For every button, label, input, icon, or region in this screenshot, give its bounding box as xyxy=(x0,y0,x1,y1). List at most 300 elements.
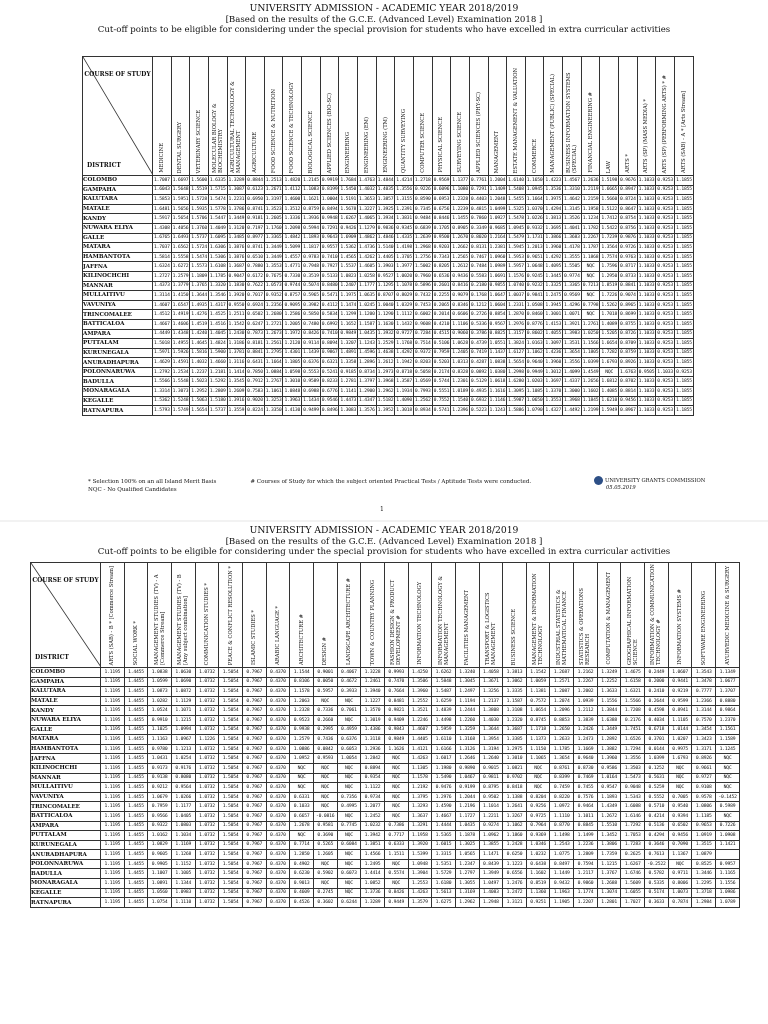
cutoff-value: -0.0816 xyxy=(313,811,337,821)
cutoff-value: 0.7873 xyxy=(246,329,265,339)
cutoff-value: 1.1033 xyxy=(637,339,656,349)
district-name: POLONNARUWA xyxy=(31,859,101,869)
cutoff-value: 0.9643 xyxy=(320,233,339,243)
cutoff-value: 1.2562 xyxy=(413,396,432,406)
cutoff-value: 0.7410 xyxy=(320,329,339,339)
cutoff-value: 1.1855 xyxy=(674,223,693,233)
cutoff-value: 1.0732 xyxy=(195,898,219,908)
cutoff-value: 1.1805 xyxy=(581,348,600,358)
cutoff-value: 1.1587 xyxy=(358,319,377,329)
cutoff-value: 1.5054 xyxy=(219,811,243,821)
cutoff-value: 0.9821 xyxy=(384,706,408,716)
cutoff-value: 1.0435 xyxy=(455,821,479,831)
cutoff-value: 1.0560 xyxy=(148,888,172,898)
cutoff-value: 1.1195 xyxy=(101,840,125,850)
cutoff-value: NQC xyxy=(581,271,600,281)
course-header xyxy=(195,563,219,668)
cutoff-value: 0.8754 xyxy=(619,214,638,224)
cutoff-value: 0.9020 xyxy=(246,396,265,406)
cutoff-value: 1.3485 xyxy=(227,233,246,243)
cutoff-value: 0.8131 xyxy=(469,243,488,253)
cutoff-value: NQC xyxy=(384,879,408,889)
cutoff-value: 0.7419 xyxy=(469,348,488,358)
cutoff-value: 1.0872 xyxy=(171,687,195,697)
cutoff-value: 1.3228 xyxy=(361,668,385,678)
district-name: KURUNEGALA xyxy=(31,840,101,850)
cutoff-value: 0.6053 xyxy=(337,744,361,754)
cutoff-value: 0.9605 xyxy=(148,850,172,860)
note-selection: * Selection 100% on an all Island Merit Basis xyxy=(88,479,217,485)
cutoff-value: 1.3644 xyxy=(479,725,503,735)
cutoff-value: 1.3687 xyxy=(227,262,246,272)
cutoff-value: 1.3512 xyxy=(283,204,302,214)
cutoff-value: 1.5362 xyxy=(153,396,172,406)
cutoff-value: 0.9849 xyxy=(339,329,358,339)
cutoff-value: 1.4455 xyxy=(124,687,148,697)
cutoff-value: 0.2000 xyxy=(645,677,669,687)
cutoff-value: 0.9274 xyxy=(479,821,503,831)
cutoff-value: 0.8741 xyxy=(246,204,265,214)
cutoff-value: 0.4370 xyxy=(266,706,290,716)
table-row xyxy=(31,821,740,831)
cutoff-value: 0.7613 xyxy=(645,850,669,860)
cutoff-value: 1.1349 xyxy=(716,668,740,678)
cutoff-value: 1.3968 xyxy=(563,396,582,406)
cutoff-value: 1.2347 xyxy=(455,859,479,869)
course-name: FASHION DESIGN & PRODUCT DEVELOPMENT # xyxy=(390,579,403,665)
cutoff-value: 0.9203 xyxy=(432,243,451,253)
table-row xyxy=(31,725,740,735)
cutoff-value: 1.2331 xyxy=(507,300,526,310)
cutoff-value: NQC xyxy=(337,850,361,860)
cutoff-value: 1.0986 xyxy=(716,888,740,898)
cutoff-value: 1.5180 xyxy=(208,396,227,406)
cutoff-value: 1.0628 xyxy=(451,339,470,349)
cutoff-value: 0.5710 xyxy=(645,802,669,812)
cutoff-value: 0.7291 xyxy=(320,223,339,233)
cutoff-value: 1.2756 xyxy=(413,252,432,262)
cutoff-value: 0.9253 xyxy=(656,310,675,320)
cutoff-value: 1.3449 xyxy=(227,214,246,224)
cutoff-value: 0.4959 xyxy=(337,725,361,735)
cutoff-value: 0.8825 xyxy=(488,329,507,339)
cutoff-value: 1.3121 xyxy=(503,898,527,908)
cutoff-value: 1.3315 xyxy=(432,850,456,860)
cutoff-value: 1.4348 xyxy=(171,329,190,339)
cutoff-value: 1.3000 xyxy=(563,387,582,397)
cutoff-value: 1.1245 xyxy=(716,744,740,754)
cutoff-value: 0.9589 xyxy=(302,377,321,387)
cutoff-value: 0.9001 xyxy=(313,668,337,678)
table-row xyxy=(31,831,740,841)
cutoff-value: 0.3633 xyxy=(645,898,669,908)
cutoff-value: 0.8224 xyxy=(246,406,265,416)
cutoff-value: 1.5054 xyxy=(219,715,243,725)
cutoff-value: 0.7967 xyxy=(242,859,266,869)
cutoff-value: 1.7027 xyxy=(621,898,645,908)
cutoff-value: 1.3523 xyxy=(264,204,283,214)
cutoff-value: 0.9499 xyxy=(302,406,321,416)
cutoff-value: 0.4214 xyxy=(645,811,669,821)
cutoff-value: 0.2644 xyxy=(645,696,669,706)
cutoff-value: 0.4370 xyxy=(266,888,290,898)
cutoff-value: 1.4455 xyxy=(124,668,148,678)
cutoff-value: 1.0399 xyxy=(645,754,669,764)
cutoff-value: 1.5600 xyxy=(190,176,209,186)
cutoff-value: 0.8525 xyxy=(692,859,716,869)
cutoff-value: 1.3240 xyxy=(455,668,479,678)
cutoff-value: 1.3365 xyxy=(563,281,582,291)
cutoff-value: 0.8759 xyxy=(619,348,638,358)
cutoff-value: 1.1381 xyxy=(526,687,550,697)
cutoff-value: 1.6017 xyxy=(432,754,456,764)
cutoff-value: 1.4842 xyxy=(283,233,302,243)
cutoff-value: 1.4736 xyxy=(358,243,377,253)
cutoff-value: 1.3813 xyxy=(503,668,527,678)
cutoff-value: 0.9484 xyxy=(413,214,432,224)
cutoff-value: 1.3945 xyxy=(544,300,563,310)
cutoff-value: 1.0732 xyxy=(195,831,219,841)
cutoff-value: 0.8734 xyxy=(358,367,377,377)
cutoff-value: 0.9566 xyxy=(148,811,172,821)
cutoff-value: 0.9253 xyxy=(656,291,675,301)
course-header xyxy=(621,563,645,668)
cutoff-value: 0.2410 xyxy=(645,687,669,697)
cutoff-value: 0.8967 xyxy=(619,406,638,416)
cutoff-value: 1.3293 xyxy=(408,802,432,812)
cutoff-value: 0.0144 xyxy=(645,744,669,754)
cutoff-value: 1.0040 xyxy=(376,300,395,310)
cutoff-value: 0.2255 xyxy=(432,291,451,301)
cutoff-value: 1.3365 xyxy=(264,233,283,243)
cutoff-value: 1.0059 xyxy=(526,677,550,687)
cutoff-value: 1.3449 xyxy=(264,252,283,262)
cutoff-value: 0.7959 xyxy=(432,348,451,358)
cutoff-value: 0.9938 xyxy=(290,725,314,735)
cutoff-value: 1.3289 xyxy=(361,898,385,908)
table-corner xyxy=(83,57,153,176)
cutoff-value: 1.4567 xyxy=(563,176,582,186)
cutoff-value: 1.3120 xyxy=(227,223,246,233)
cutoff-value: 1.3654 xyxy=(550,754,574,764)
cutoff-value: 1.3253 xyxy=(264,396,283,406)
cutoff-value: 0.9783 xyxy=(302,252,321,262)
cutoff-value: 1.1033 xyxy=(637,204,656,214)
cutoff-value: 1.1855 xyxy=(674,204,693,214)
cutoff-value: 1.0207 xyxy=(668,735,692,745)
cutoff-value: 1.2529 xyxy=(376,339,395,349)
cutoff-value: 1.0677 xyxy=(716,677,740,687)
course-name: AGRICULTURE xyxy=(252,132,259,173)
cutoff-value: 1.1033 xyxy=(637,300,656,310)
cutoff-value: 1.2002 xyxy=(574,687,598,697)
cutoff-value: 1.0891 xyxy=(148,879,172,889)
cutoff-value: 0.8756 xyxy=(619,223,638,233)
cutoff-value: 1.0821 xyxy=(503,763,527,773)
corner-course-label: COURSE OF STUDY xyxy=(32,577,99,584)
cutoff-value: 1.7239 xyxy=(600,233,619,243)
cutoff-value: 1.3126 xyxy=(455,744,479,754)
cutoff-value: 0.9948 xyxy=(320,214,339,224)
cutoff-value: 0.5631 xyxy=(645,773,669,783)
cutoff-value: 1.6697 xyxy=(171,176,190,186)
cutoff-value: 0.7967 xyxy=(242,715,266,725)
cutoff-value: 1.1958 xyxy=(408,831,432,841)
cutoff-value: 1.2391 xyxy=(395,204,414,214)
table-row xyxy=(31,763,740,773)
cutoff-value: 1.3074 xyxy=(597,888,621,898)
cutoff-value: 0.8481 xyxy=(384,696,408,706)
cutoff-value: 0.3933 xyxy=(337,687,361,697)
cutoff-value: 1.3515 xyxy=(692,840,716,850)
cutoff-value: 1.5351 xyxy=(432,859,456,869)
cutoff-value: 0.9569 xyxy=(432,176,451,186)
cutoff-value: 1.0497 xyxy=(479,879,503,889)
cutoff-value: 1.1616 xyxy=(488,387,507,397)
cutoff-value: 0.6992 xyxy=(320,319,339,329)
cutoff-value: 1.2405 xyxy=(451,348,470,358)
cutoff-value: 1.3786 xyxy=(227,204,246,214)
cutoff-value: 1.2267 xyxy=(574,677,598,687)
course-name: COMPUTER SCIENCE xyxy=(419,113,426,173)
cutoff-value: 1.0232 xyxy=(361,821,385,831)
cutoff-value: 0.9860 xyxy=(574,879,598,889)
cutoff-value: 1.4645 xyxy=(190,339,209,349)
cutoff-value: 1.3705 xyxy=(395,252,414,262)
course-name: VETERINARY SCIENCE xyxy=(196,109,203,173)
cutoff-value: 1.3168 xyxy=(455,735,479,745)
cutoff-value: 0.8776 xyxy=(525,319,544,329)
cutoff-value: 1.2973 xyxy=(376,367,395,377)
cutoff-value: 0.9661 xyxy=(692,763,716,773)
cutoff-value: 0.7993 xyxy=(413,387,432,397)
cutoff-value: 1.3779 xyxy=(171,281,190,291)
cutoff-table-page-1 xyxy=(82,56,694,416)
cutoff-value: 1.3227 xyxy=(358,204,377,214)
cutoff-value: 0.9253 xyxy=(674,367,693,377)
cutoff-value: 1.4763 xyxy=(358,176,377,186)
cutoff-value: 1.4301 xyxy=(283,348,302,358)
cutoff-value: 0.7967 xyxy=(242,744,266,754)
table-row xyxy=(31,735,740,745)
cutoff-value: 1.4296 xyxy=(563,300,582,310)
cutoff-value: 1.1455 xyxy=(451,214,470,224)
cutoff-value: NQC xyxy=(337,879,361,889)
cutoff-value: 0.9546 xyxy=(320,396,339,406)
cutoff-value: 0.7960 xyxy=(413,271,432,281)
cutoff-value: 0.8795 xyxy=(479,783,503,793)
cutoff-value: 1.4308 xyxy=(153,223,172,233)
cutoff-value: 0.9251 xyxy=(526,898,550,908)
cutoff-value: 1.1061 xyxy=(264,387,283,397)
cutoff-value: 1.5706 xyxy=(190,214,209,224)
cutoff-value: 0.6172 xyxy=(246,271,265,281)
cutoff-value: 1.1033 xyxy=(637,176,656,186)
course-header xyxy=(600,57,619,176)
cutoff-value: 1.0732 xyxy=(195,677,219,687)
cutoff-value: 0.6438 xyxy=(526,859,550,869)
cutoff-value: 1.4455 xyxy=(124,744,148,754)
course-header xyxy=(266,563,290,668)
cutoff-value: 1.5054 xyxy=(219,898,243,908)
cutoff-value: 1.3637 xyxy=(408,811,432,821)
course-header xyxy=(550,563,574,668)
cutoff-value: 1.4607 xyxy=(408,725,432,735)
cutoff-value: 1.4030 xyxy=(479,715,503,725)
district-name: BATTICALOA xyxy=(31,811,101,821)
course-name: FINANCIAL ENGINEERING # xyxy=(587,92,594,173)
table-row xyxy=(31,811,740,821)
cutoff-value: 1.3449 xyxy=(264,243,283,253)
cutoff-value: 1.2112 xyxy=(574,706,598,716)
course-header xyxy=(101,563,125,668)
cutoff-value: 1.4955 xyxy=(171,339,190,349)
cutoff-value: NQC xyxy=(581,291,600,301)
cutoff-value: NQC xyxy=(716,763,740,773)
cutoff-value: 1.2162 xyxy=(574,668,598,678)
cutoff-value: 1.4347 xyxy=(358,396,377,406)
cutoff-value: 1.0630 xyxy=(171,668,195,678)
cutoff-value: 1.1855 xyxy=(674,319,693,329)
table-row xyxy=(83,252,694,262)
cutoff-value: 1.1855 xyxy=(674,233,693,243)
course-name: ENGINEERING xyxy=(345,131,352,173)
cutoff-value: 0.9253 xyxy=(656,262,675,272)
cutoff-value: 0.8006 xyxy=(668,879,692,889)
cutoff-value: 0.8346 xyxy=(451,300,470,310)
course-header xyxy=(637,57,656,176)
cutoff-value: 0.7343 xyxy=(432,252,451,262)
cutoff-value: 0.9957 xyxy=(716,859,740,869)
cutoff-value: 1.5953 xyxy=(507,252,526,262)
cutoff-value: 0.6953 xyxy=(432,195,451,205)
cutoff-value: 1.1033 xyxy=(637,252,656,262)
cutoff-value: 1.1905 xyxy=(550,898,574,908)
cutoff-value: 0.8757 xyxy=(283,291,302,301)
cutoff-value: 1.3157 xyxy=(507,329,526,339)
cutoff-value: 1.1893 xyxy=(302,233,321,243)
cutoff-value: 1.1083 xyxy=(302,185,321,195)
course-header xyxy=(597,563,621,668)
cutoff-value: 0.6002 xyxy=(413,310,432,320)
cutoff-value: 1.4455 xyxy=(124,725,148,735)
table-row xyxy=(31,888,740,898)
cutoff-value: 0.4370 xyxy=(266,763,290,773)
cutoff-value: 1.4294 xyxy=(544,204,563,214)
cutoff-value: 1.4337 xyxy=(563,377,582,387)
district-name: NUWARA ELIYA xyxy=(31,715,101,725)
cutoff-value: 1.4606 xyxy=(171,319,190,329)
cutoff-value: 1.0789 xyxy=(716,898,740,908)
cutoff-value: 1.3587 xyxy=(395,377,414,387)
cutoff-value: 1.1033 xyxy=(637,396,656,406)
cutoff-value: 1.7596 xyxy=(600,262,619,272)
cutoff-value: 1.0806 xyxy=(692,802,716,812)
cutoff-value: 0.9441 xyxy=(668,677,692,687)
cutoff-value: 1.0732 xyxy=(195,869,219,879)
cutoff-value: 1.6324 xyxy=(153,262,172,272)
cutoff-value: 0.4815 xyxy=(469,204,488,214)
cutoff-value: 1.1226 xyxy=(195,735,219,745)
cutoff-value: 0.9527 xyxy=(376,271,395,281)
cutoff-value: 0.6556 xyxy=(503,869,527,879)
cutoff-value: 0.7761 xyxy=(469,176,488,186)
cutoff-value: 0.4370 xyxy=(266,715,290,725)
cutoff-value: 1.1195 xyxy=(101,744,125,754)
cutoff-value: 0.7480 xyxy=(302,319,321,329)
cutoff-value: 0.7777 xyxy=(692,687,716,697)
cutoff-value: 1.6267 xyxy=(339,214,358,224)
cutoff-value: 1.1630 xyxy=(376,319,395,329)
cutoff-value: 0.7675 xyxy=(264,271,283,281)
cutoff-value: 1.0266 xyxy=(171,792,195,802)
corner-district-label: DISTRICT xyxy=(35,654,69,661)
cutoff-value: 1.0604 xyxy=(488,300,507,310)
cutoff-value: 0.7455 xyxy=(574,783,598,793)
cutoff-value: 1.1934 xyxy=(395,387,414,397)
cutoff-value: 1.1556 xyxy=(716,879,740,889)
cutoff-value: 1.0960 xyxy=(488,252,507,262)
table-row xyxy=(83,339,694,349)
cutoff-value: 0.8854 xyxy=(488,310,507,320)
header-title: UNIVERSITY ADMISSION - ACADEMIC YEAR 2018/2019 xyxy=(249,525,519,536)
cutoff-value: 1.3045 xyxy=(455,677,479,687)
header-subtitle: [Based on the results of the G.C.E. (Advanced Level) Examination 2018 ] xyxy=(225,14,543,25)
cutoff-value: 0.3349 xyxy=(469,223,488,233)
cutoff-value: 1.4516 xyxy=(208,319,227,329)
cutoff-value: 1.1165 xyxy=(716,869,740,879)
table-row xyxy=(83,377,694,387)
cutoff-value: 1.6335 xyxy=(208,176,227,186)
course-header xyxy=(469,57,488,176)
district-name: JAFFNA xyxy=(83,262,153,272)
cutoff-value: 1.4386 xyxy=(361,725,385,735)
cutoff-value: 1.0927 xyxy=(488,214,507,224)
cutoff-value: 0.6988 xyxy=(302,387,321,397)
cutoff-value: 1.0329 xyxy=(395,300,414,310)
course-name: MANAGEMENT STUDIES (TV) - B [Any subject combination] xyxy=(177,574,190,665)
cutoff-value: -0.2522 xyxy=(645,859,669,869)
cutoff-value: 0.7912 xyxy=(246,377,265,387)
cutoff-value: 1.4292 xyxy=(544,252,563,262)
cutoff-value: 1.2801 xyxy=(597,898,621,908)
cutoff-value: 0.9253 xyxy=(656,233,675,243)
cutoff-value: 1.1344 xyxy=(171,879,195,889)
cutoff-value: 1.5343 xyxy=(621,792,645,802)
cutoff-value: 1.3171 xyxy=(692,744,716,754)
cutoff-value: 1.3876 xyxy=(227,243,246,253)
page-1-header xyxy=(0,0,768,36)
cutoff-value: 1.0848 xyxy=(283,387,302,397)
cutoff-value: 1.7208 xyxy=(621,706,645,716)
cutoff-value: 0.5136 xyxy=(645,821,669,831)
cutoff-value: 1.0405 xyxy=(171,811,195,821)
course-header xyxy=(408,563,432,668)
cutoff-value: 1.1774 xyxy=(574,888,598,898)
cutoff-value: 0.4515 xyxy=(432,329,451,339)
cutoff-value: 1.2381 xyxy=(488,243,507,253)
cutoff-value: NQC xyxy=(384,783,408,793)
cutoff-value: 1.5054 xyxy=(219,754,243,764)
course-header xyxy=(674,57,693,176)
cutoff-value: 1.1194 xyxy=(455,696,479,706)
cutoff-value: 1.3851 xyxy=(361,840,385,850)
table-row xyxy=(83,176,694,186)
cutoff-value: 1.4262 xyxy=(358,252,377,262)
cutoff-value: 0.8702 xyxy=(619,377,638,387)
cutoff-value: 1.6055 xyxy=(621,888,645,898)
district-name: PUTTALAM xyxy=(83,339,153,349)
